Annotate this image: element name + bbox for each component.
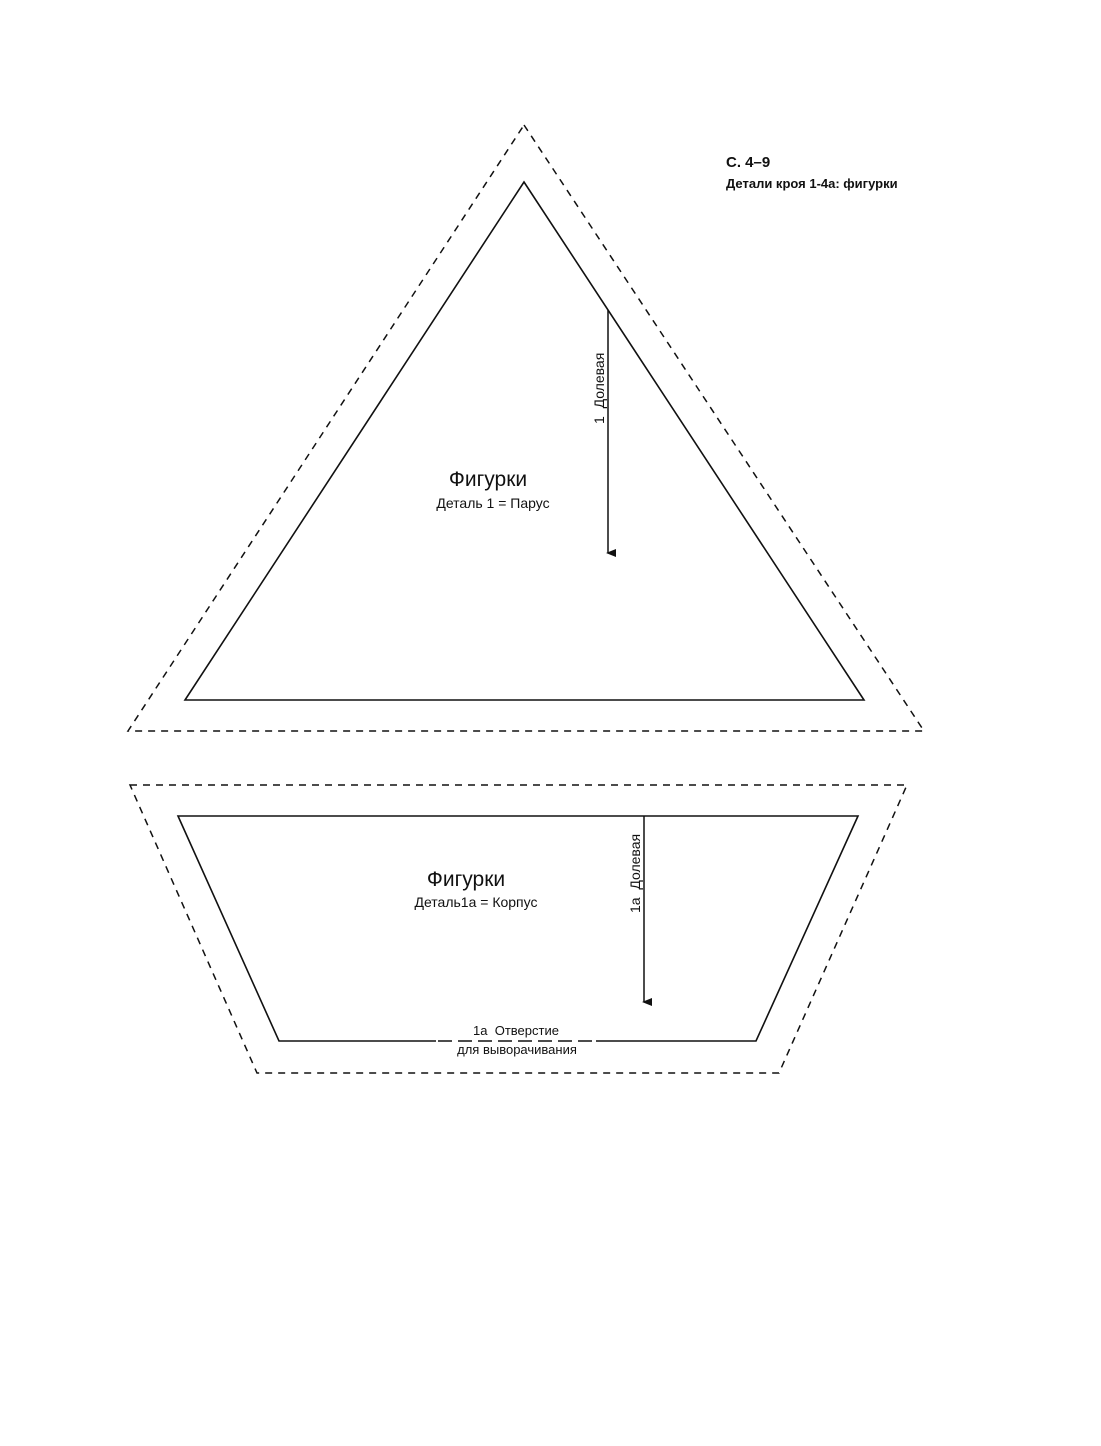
header-code: С. 4–9: [726, 154, 771, 171]
header-subtitle: Детали кроя 1-4а: фигурки: [726, 176, 898, 191]
piece-sail: [128, 125, 924, 731]
sail-cut-outline: [185, 182, 864, 700]
hull-cut-outline: [178, 816, 858, 1041]
hull-opening-label: 1а Отверстие: [473, 1023, 559, 1038]
hull-detail-label: Деталь1а = Корпус: [414, 894, 538, 910]
sail-detail-label: Деталь 1 = Парус: [436, 495, 550, 511]
sail-title: Фигурки: [448, 468, 528, 491]
sail-seam-allowance-outline: [128, 125, 924, 731]
piece-hull: [130, 785, 907, 1073]
sail-grainline-label: 1 Долевая: [591, 352, 607, 424]
hull-opening-sublabel: для выворачивания: [457, 1042, 577, 1057]
hull-title: Фигурки: [426, 868, 506, 891]
hull-grainline-label: 1а Долевая: [627, 833, 643, 913]
